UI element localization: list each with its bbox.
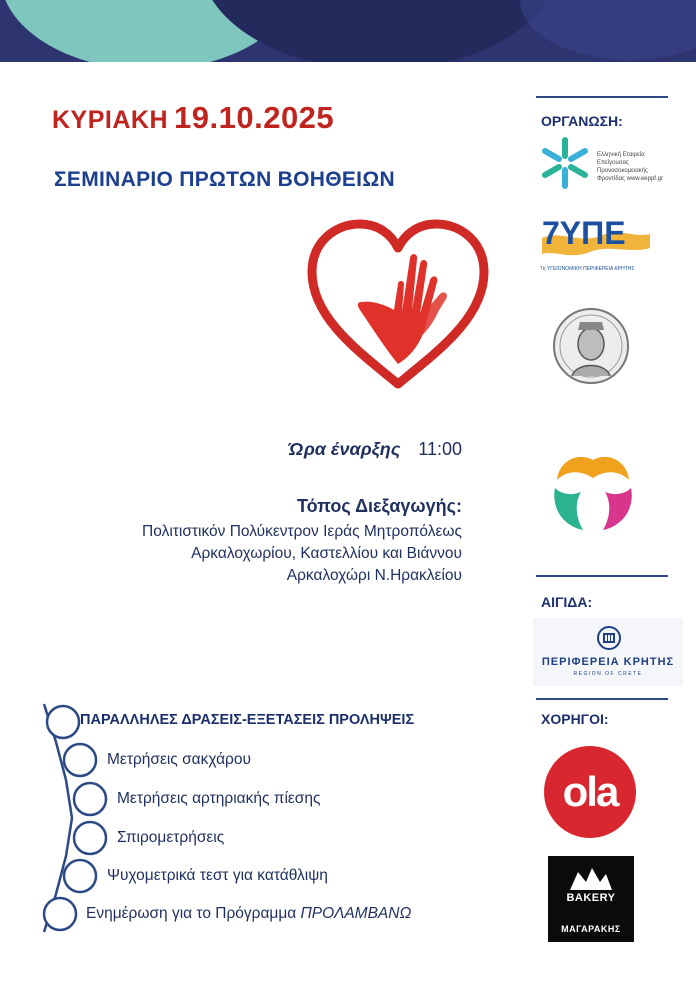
start-time-value: 11:00 xyxy=(418,439,462,459)
sponsors-label: ΧΟΡΗΓΟΙ: xyxy=(541,711,609,727)
bishop-seal-icon xyxy=(552,306,630,386)
bakery-name: BAKERY xyxy=(566,892,616,904)
sidebar-divider xyxy=(536,575,668,577)
event-day: ΚΥΡΙΑΚΗ xyxy=(52,106,169,134)
venue-line-2: Αρκαλοχωρίου, Καστελλίου και Βιάννου xyxy=(191,545,462,562)
sidebar-divider xyxy=(536,96,668,98)
sidebar-divider xyxy=(536,698,668,700)
region-name: ΠΕΡΙΦΕΡΕΙΑ ΚΡΗΤΗΣ xyxy=(541,656,675,668)
activity-item-3: Σπιρομετρήσεις xyxy=(117,829,225,846)
event-date-value: 19.10.2025 xyxy=(174,100,335,135)
community-logo-icon xyxy=(549,450,637,534)
venue-line-1: Πολιτιστικόν Πολύκεντρον Ιεράς Μητροπόλεως xyxy=(142,523,462,540)
activity-item-2: Μετρήσεις αρτηριακής πίεσης xyxy=(117,790,321,807)
heart-hands-icon xyxy=(302,214,494,392)
eeppf-logo-icon xyxy=(536,134,594,192)
ype-name: 7ΥΠΕ xyxy=(542,215,626,251)
ype-logo xyxy=(540,214,652,266)
bakery-emblem-icon xyxy=(568,864,614,892)
activities-title: ΠΑΡΑΛΛΗΛΕΣ ΔΡΑΣΕΙΣ-ΕΞΕΤΑΣΕΙΣ ΠΡΟΛΗΨΕΙΣ xyxy=(80,712,415,728)
event-title: ΣΕΜΙΝΑΡΙΟ ΠΡΩΤΩΝ ΒΟΗΘΕΙΩΝ xyxy=(54,168,395,191)
region-emblem-icon xyxy=(597,626,621,650)
ola-logo: ola xyxy=(544,746,636,838)
banner-shape-dark xyxy=(200,0,560,62)
bakery-owner: ΜΑΓΑΡΑΚΗΣ xyxy=(561,924,621,934)
auspices-label: ΑΙΓΙΔΑ: xyxy=(541,594,593,610)
bakery-logo xyxy=(548,856,634,942)
region-subtitle: REGION OF CRETE xyxy=(573,671,643,677)
activity-item-4: Ψυχομετρικά τεστ για κατάθλιψη xyxy=(107,867,328,884)
activity-item-5-text: Ενημέρωση για το Πρόγραμμα xyxy=(86,905,297,922)
eeppf-text: Ελληνική Εταιρεία Επείγουσας Προνοσοκομειακής Φροντίδας www.eeppf.gr xyxy=(597,152,663,182)
venue-line-3: Αρκαλοχώρι Ν.Ηρακλείου xyxy=(286,567,462,584)
program-name: ΠΡΟΛΑΜΒΑΝΩ xyxy=(300,905,412,922)
ype-subtitle: 7η ΥΓΕΙΟΝΟΜΙΚΗ ΠΕΡΙΦΕΡΕΙΑ ΚΡΗΤΗΣ xyxy=(540,266,635,272)
region-crete-logo xyxy=(533,618,683,686)
activity-item-1: Μετρήσεις σακχάρου xyxy=(107,751,251,768)
banner-shape-blue xyxy=(520,0,696,60)
organization-label: ΟΡΓΑΝΩΣΗ: xyxy=(541,113,623,129)
activity-item-5 xyxy=(86,905,411,923)
venue-label: Τόπος Διεξαγωγής: xyxy=(296,496,462,516)
start-time-label: Ώρα έναρξης xyxy=(288,439,401,459)
